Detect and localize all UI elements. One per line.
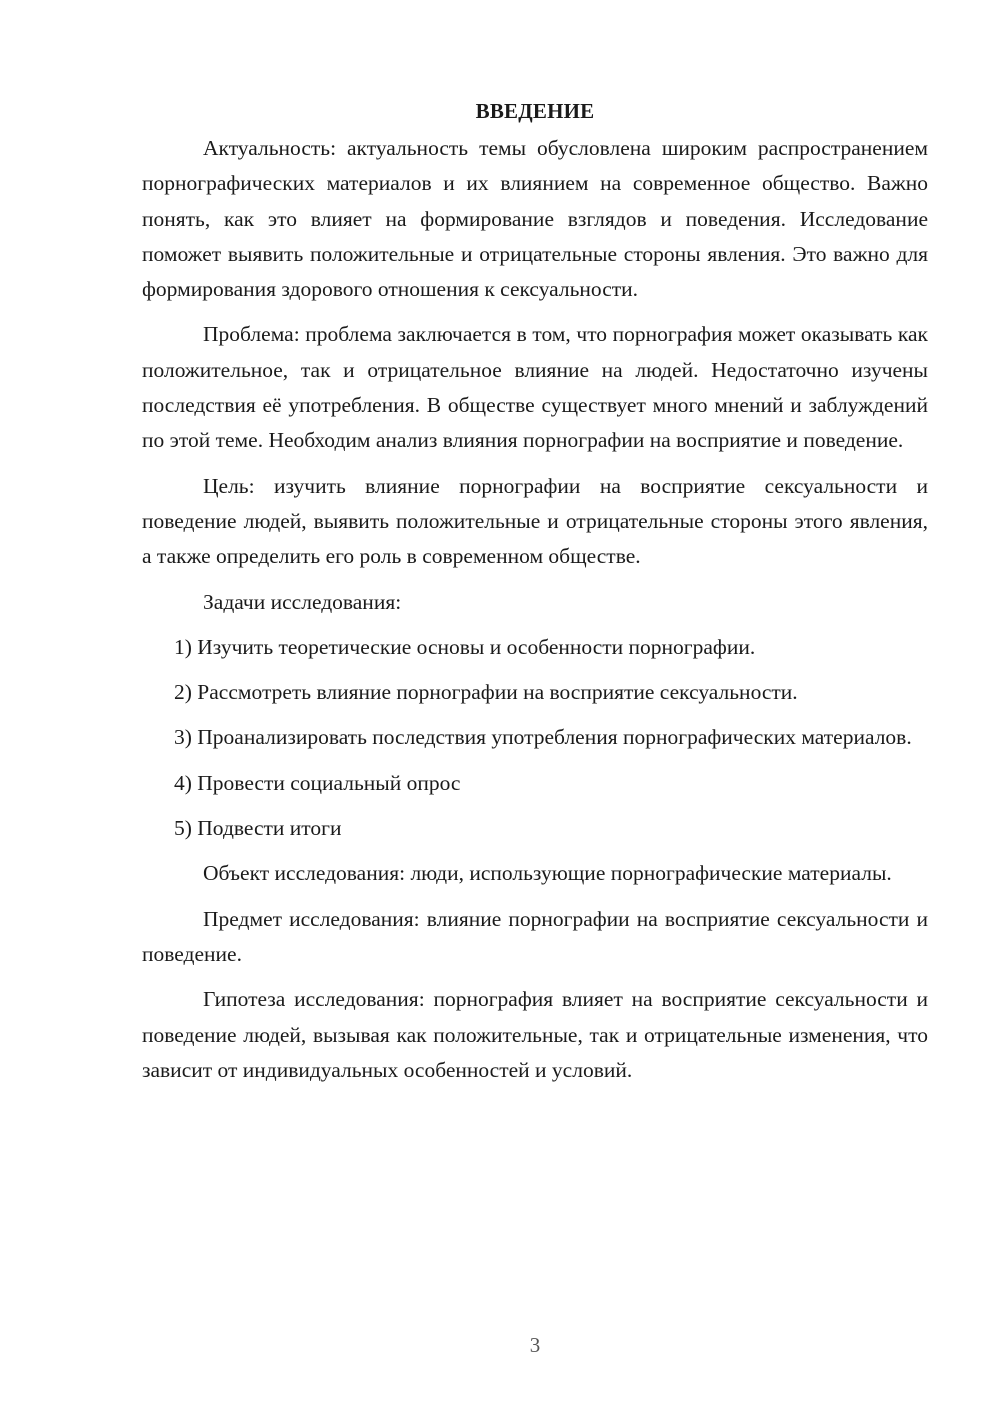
task-item-2: 2) Рассмотреть влияние порнографии на восприятие сексуальности. — [174, 680, 798, 705]
page-number: 3 — [529, 1333, 541, 1357]
task-item-3: 3) Проанализировать последствия употребления порнографических материалов. — [174, 725, 912, 750]
page-title: ВВЕДЕНИЕ — [475, 99, 595, 123]
task-item-1: 1) Изучить теоретические основы и особенности порнографии. — [174, 634, 756, 659]
paragraph-hypothesis: Гипотеза исследования: порнография влияет на восприятие сексуальности и поведение людей, вызывая как положительные, так и отрицательные изменения, что зависит от индивидуальных особенностей и условий. — [142, 987, 928, 1082]
tasks-heading: Задачи исследования: — [203, 589, 402, 614]
paragraph-goal: Цель: изучить влияние порнографии на восприятие сексуальности и поведение людей, выявить положительные и отрицательные стороны этого явления, а также определить его роль в современном обществе. — [142, 473, 928, 569]
paragraph-subject: Предмет исследования: влияние порнографии на восприятие сексуальности и поведение. — [142, 906, 928, 966]
paragraph-object: Объект исследования: люди, использующие порнографические материалы. — [203, 861, 892, 886]
paragraph-problem: Проблема: проблема заключается в том, что порнография может оказывать как положительное, так и отрицательное влияние на людей. Недостаточно изучены последствия её употребления. В обществе существует много мнений и заблуждений по этой теме. Необходим анализ влияния порнографии на восприятие и поведение. — [142, 322, 928, 453]
tasks-list — [142, 630, 928, 846]
document-page — [142, 96, 928, 1098]
paragraph-relevance: Актуальность: актуальность темы обусловлена широким распространением порнографических материалов и их влиянием на современное общество. Важно понять, как это влияет на формирование взглядов и поведения. Исследование поможет выявить положительные и отрицательные стороны явления. Это важно для формирования здорового отношения к сексуальности. — [142, 136, 928, 302]
task-item-5: 5) Подвести итоги — [174, 816, 342, 841]
task-item-4: 4) Провести социальный опрос — [174, 770, 461, 795]
